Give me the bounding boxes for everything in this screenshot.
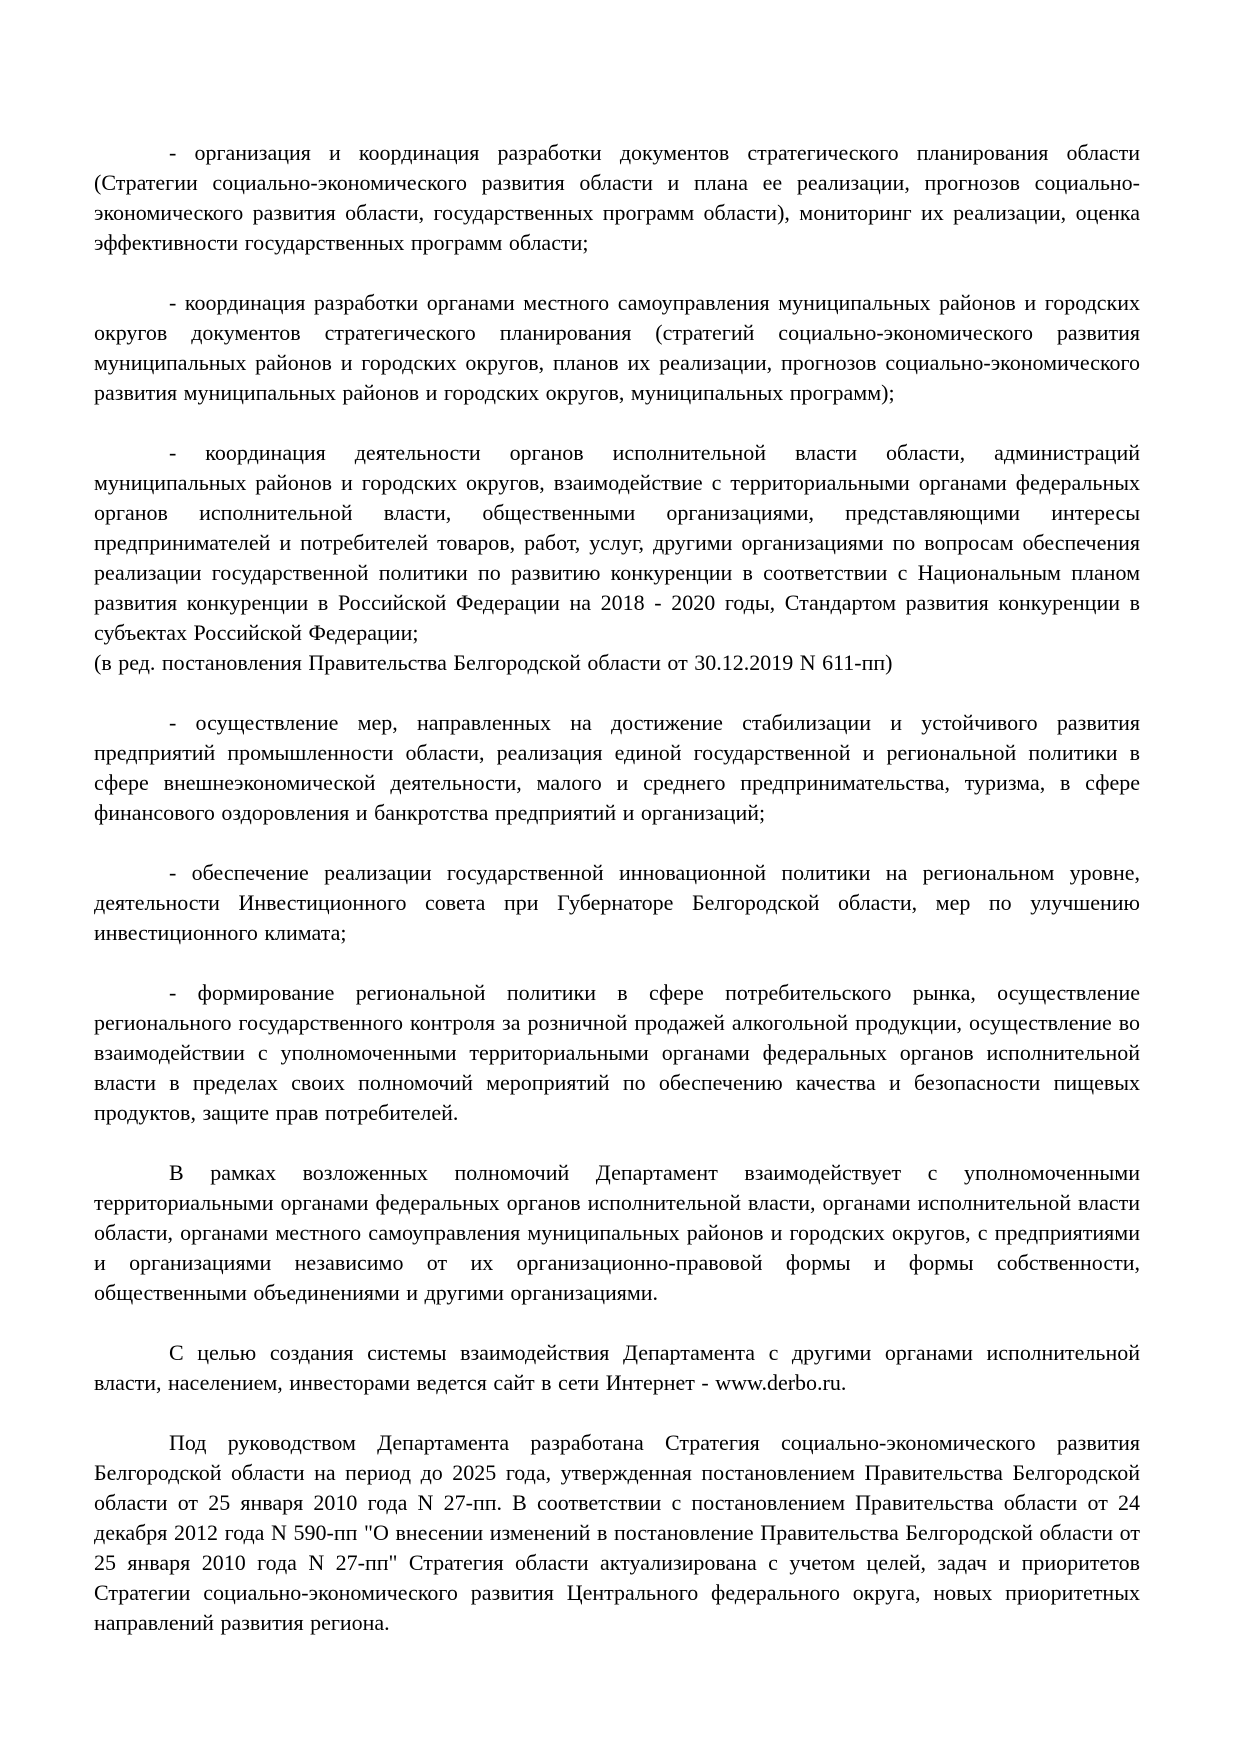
paragraph-strategic-planning: - организация и координация разработки документов стратегического планирования области (Стратегии социально-экономического развития области и плана ее реализации, прогнозов социально-экономического развития области, государственных программ области), мониторинг их реализации, оценка эффективности государственных программ области;: [94, 140, 1140, 255]
paragraph-strategy-2025: Под руководством Департамента разработана Стратегия социально-экономического развития Белгородской области на период до 2025 года, утвержденная постановлением Правительства Белгородской области от 25 января 2010 года N 27-пп. В соответствии с постановлением Правительства области от 24 декабря 2012 года N 590-пп "О внесении изменений в постановление Правительства Белгородской области от 25 января 2010 года N 27-пп" Стратегия области актуализирована с учетом целей, задач и приоритетов Стратегии социально-экономического развития Центрального федерального округа, новых приоритетных направлений развития региона.: [94, 1430, 1140, 1635]
paragraph-executive-bodies-coordination: - координация деятельности органов исполнительной власти области, администраций муниципальных районов и городских округов, взаимодействие с территориальными органами федеральных органов исполнительной власти, общественными организациями, представляющими интересы предпринимателей и потребителей товаров, работ, услуг, другими организациями по вопросам обеспечения реализации государственной политики по развитию конкуренции в соответствии с Национальным планом развития конкуренции в Российской Федерации на 2018 - 2020 годы, Стандартом развития конкуренции в субъектах Российской Федерации;: [94, 440, 1140, 645]
paragraph-amendment-note: (в ред. постановления Правительства Белгородской области от 30.12.2019 N 611-пп): [94, 650, 893, 675]
paragraph-innovation-policy: - обеспечение реализации государственной инновационной политики на региональном уровне, деятельности Инвестиционного совета при Губернаторе Белгородской области, мер по улучшению инвестиционного климата;: [94, 860, 1140, 945]
paragraph-website-info: С целью создания системы взаимодействия Департамента с другими органами исполнительной власти, населением, инвесторами ведется сайт в сети Интернет - www.derbo.ru.: [94, 1340, 1140, 1395]
paragraph-industry-stabilization: - осуществление мер, направленных на достижение стабилизации и устойчивого развития предприятий промышленности области, реализация единой государственной и региональной политики в сфере внешнеэкономической деятельности, малого и среднего предпринимательства, туризма, в сфере финансового оздоровления и банкротства предприятий и организаций;: [94, 710, 1140, 825]
paragraph-consumer-market-policy: - формирование региональной политики в сфере потребительского рынка, осуществление регионального государственного контроля за розничной продажей алкогольной продукции, осуществление во взаимодействии с уполномоченными территориальными органами федеральных органов исполнительной власти в пределах своих полномочий мероприятий по обеспечению качества и безопасности пищевых продуктов, защите прав потребителей.: [94, 980, 1140, 1125]
paragraph-municipal-coordination: - координация разработки органами местного самоуправления муниципальных районов и городских округов документов стратегического планирования (стратегий социально-экономического развития муниципальных районов и городских округов, планов их реализации, прогнозов социально-экономического развития муниципальных районов и городских округов, муниципальных программ);: [94, 290, 1140, 405]
paragraph-department-interaction: В рамках возложенных полномочий Департамент взаимодействует с уполномоченными территориальными органами федеральных органов исполнительной власти, органами исполнительной власти области, органами местного самоуправления муниципальных районов и городских округов, с предприятиями и организациями независимо от их организационно-правовой формы и формы собственности, общественными объединениями и другими организациями.: [94, 1160, 1140, 1305]
